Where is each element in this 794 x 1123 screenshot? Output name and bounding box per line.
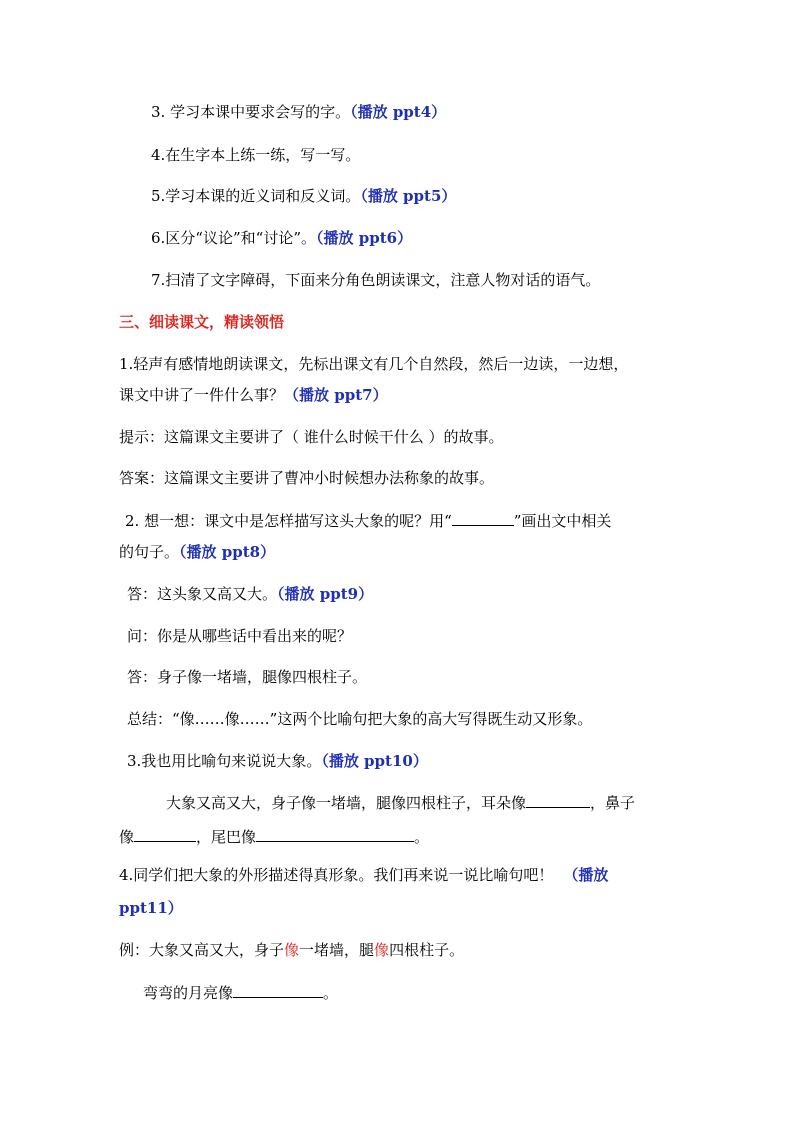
q2-answer-1-ppt: （播放 ppt9） (277, 585, 374, 603)
q3-blank-tail[interactable] (256, 826, 414, 842)
q2-answer-2: 答：身子像一堵墙，腿像四根柱子。 (127, 668, 368, 686)
q2-line-2-text: 的句子。 (119, 543, 180, 561)
q1-line-2-text: 课文中讲了一件什么事？ (119, 386, 285, 404)
q3-line (127, 751, 428, 771)
item-7-text: 7.扫清了文字障碍，下面来分角色朗读课文，注意人物对话的语气。 (151, 271, 601, 289)
q3-fill-2-c: 。 (414, 828, 430, 846)
item-3-ppt: （播放 ppt4） (350, 103, 447, 121)
q2-answer-1-text: 答：这头象又高又大。 (127, 585, 278, 603)
q4-line-1-text: 4.同学们把大象的外形描述得真形象。我们再来说一说比喻句吧！ (119, 866, 554, 884)
item-7 (151, 270, 600, 290)
q2-question: 问：你是从哪些话中看出来的呢？ (127, 627, 353, 645)
q2-line-2 (119, 542, 275, 562)
q4-moon-b: 。 (323, 984, 339, 1002)
q1-hint: 提示：这篇课文主要讲了（ 谁什么时候干什么 ）的故事。 (119, 428, 504, 446)
q1-line-2 (119, 385, 388, 405)
q3-blank-ears[interactable] (526, 792, 590, 808)
q2-ppt: （播放 ppt8） (179, 543, 276, 561)
q2-line-1-b: ”画出文中相关 (513, 512, 612, 530)
item-3-text: 3. 学习本课中要求会写的字。 (151, 103, 351, 121)
q2-answer-1 (127, 584, 373, 604)
q3-fill-1-b: ，鼻子 (590, 794, 636, 812)
q2-line-1-a: 2. 想一想：课文中是怎样描写这头大象的呢？用“ (125, 512, 452, 530)
q4-example-like-1: 像 (284, 941, 300, 959)
q4-example-like-2: 像 (374, 941, 390, 959)
q3-fill-1-a: 大象又高又大，身子像一堵墙，腿像四根柱子，耳朵像 (166, 794, 527, 812)
item-3 (151, 102, 446, 122)
item-6-text: 6.区分“议论”和“讨论”。 (151, 229, 316, 247)
q2-line-1 (125, 510, 611, 530)
q4-example (119, 940, 464, 960)
q1-ppt: （播放 ppt7） (284, 386, 388, 404)
q3-ppt: （播放 ppt10） (321, 752, 428, 770)
section-3-heading: 三、细读课文，精读领悟 (119, 313, 285, 331)
q3-fill-line-2 (119, 826, 429, 846)
q4-example-a: 例：大象又高又大，身子 (119, 941, 285, 959)
item-4-text: 4.在生字本上练一练，写一写。 (151, 146, 361, 164)
q4-example-b: 一堵墙，腿 (299, 941, 375, 959)
q4-moon-a: 弯弯的月亮像 (143, 984, 234, 1002)
item-6-ppt: （播放 ppt6） (316, 229, 413, 247)
item-5 (151, 186, 456, 206)
item-5-text: 5.学习本课的近义词和反义词。 (151, 187, 361, 205)
q4-line-1 (119, 865, 608, 885)
q4-ppt-b: ppt11） (119, 899, 183, 917)
item-6 (151, 228, 412, 248)
q4-moon-line (143, 982, 338, 1002)
item-4 (151, 145, 360, 165)
q3-blank-nose[interactable] (134, 826, 196, 842)
q1-answer: 答案：这篇课文主要讲了曹冲小时候想办法称象的故事。 (119, 469, 495, 487)
q1-line-1: 1.轻声有感情地朗读课文，先标出课文有几个自然段，然后一边读，一边想， (119, 355, 629, 373)
q4-example-c: 四根柱子。 (389, 941, 465, 959)
item-5-ppt: （播放 ppt5） (360, 187, 457, 205)
q2-summary: 总结：“像……像……”这两个比喻句把大象的高大写得既生动又形象。 (127, 710, 593, 728)
q4-line-2 (119, 898, 183, 918)
q4-blank-moon[interactable] (233, 982, 323, 998)
q3-line-text: 3.我也用比喻句来说说大象。 (127, 752, 322, 770)
q2-underline-sample (452, 510, 514, 526)
q3-fill-2-a: 像 (119, 828, 135, 846)
q4-ppt-a: （播放 (563, 866, 609, 884)
q3-fill-line-1 (166, 792, 635, 812)
q3-fill-2-b: ，尾巴像 (196, 828, 257, 846)
